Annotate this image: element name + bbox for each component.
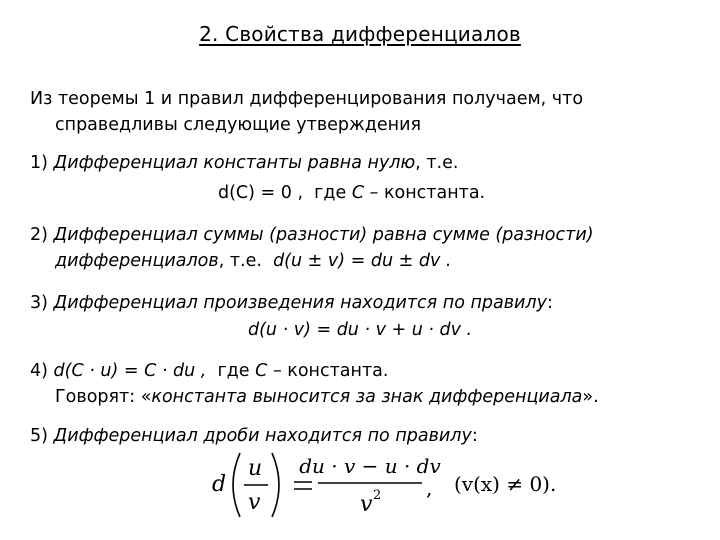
item-4-quote-prefix: Говорят: « [55, 387, 152, 407]
item-4-where: где [217, 361, 250, 381]
item-1-formula: d(C) = 0 , [218, 183, 304, 203]
item-2-statement: Дифференциал суммы (разности) равна сумме (разности) [53, 225, 594, 245]
item-3-line-1 [30, 292, 553, 314]
item-4-quote: константа выносится за знак дифференциала [151, 387, 583, 407]
item-4-var: C [255, 361, 268, 381]
item-4-line-1 [30, 360, 388, 382]
formula-exponent: 2 [373, 488, 382, 503]
item-4-line-2 [55, 386, 599, 408]
item-3-tail: : [546, 293, 553, 313]
page-title [0, 22, 720, 46]
left-paren [233, 453, 240, 517]
item-2-tail: , т.е. [218, 251, 262, 271]
item-1-line-1 [30, 152, 458, 174]
item-1-line-2 [218, 182, 485, 204]
item-5-line-1 [30, 425, 478, 447]
item-2-formula: d(u ± v) = du ± dv . [273, 251, 452, 271]
formula-comma: , [426, 476, 433, 500]
item-2-number: 2) [30, 225, 48, 245]
formula-denominator: v [360, 492, 373, 517]
formula-v: v [248, 490, 261, 515]
formula-d: d [212, 472, 227, 497]
item-1-var: C [351, 183, 365, 203]
item-4-formula: d(C · u) = C · du , [53, 361, 207, 381]
right-paren [272, 453, 279, 517]
item-1-where: где [314, 183, 347, 203]
item-3-number: 3) [30, 293, 48, 313]
formula-condition: (v(x) ≠ 0). [454, 472, 557, 496]
page-title-text: 2. Свойства дифференциалов [199, 22, 521, 46]
item-3-formula [248, 319, 472, 341]
formula-numerator: du · v − u · dv [299, 454, 441, 478]
item-1-dash: – константа. [369, 183, 486, 203]
formula-u: u [248, 456, 263, 481]
item-3-formula-text: d(u · v) = du · v + u · dv . [248, 320, 473, 340]
intro-line-1: Из теоремы 1 и правил дифференцирования получаем, что [30, 89, 584, 109]
item-5-tail: : [471, 426, 478, 446]
fraction-rule-formula [210, 445, 570, 525]
item-4-dash: – константа. [272, 361, 389, 381]
item-2-line-2 [55, 250, 451, 272]
item-2-line-1 [30, 224, 594, 246]
item-1-statement: Дифференциал константы равна нулю [53, 153, 416, 173]
item-4-quote-suffix: ». [582, 387, 599, 407]
item-3-statement: Дифференциал произведения находится по правилу [53, 293, 547, 313]
item-5-number: 5) [30, 426, 48, 446]
item-1-number: 1) [30, 153, 48, 173]
item-2-statement-cont: дифференциалов [55, 251, 219, 271]
intro-line-2: справедливы следующие утверждения [55, 115, 421, 135]
item-5-statement: Дифференциал дроби находится по правилу [53, 426, 472, 446]
item-1-tail: , т.е. [415, 153, 459, 173]
item-4-number: 4) [30, 361, 48, 381]
